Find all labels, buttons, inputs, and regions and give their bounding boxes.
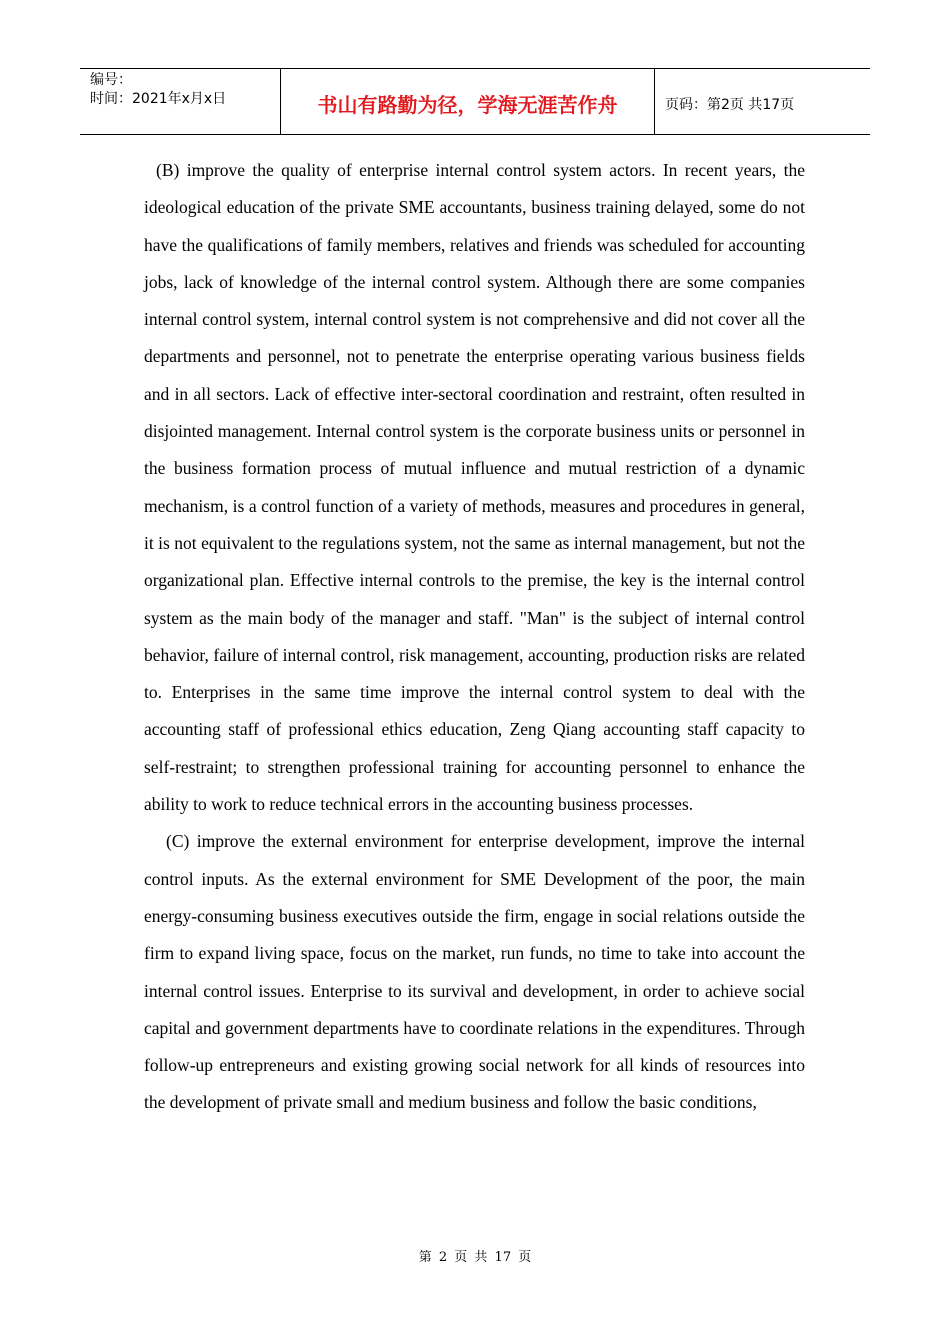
document-number-label: 编号： <box>90 72 132 88</box>
header-motto: 书山有路勤为径，学海无涯苦作舟 <box>281 69 655 134</box>
document-body <box>144 152 805 1122</box>
header-page-info: 页码：第2页 共17页 <box>665 96 795 113</box>
paragraph-c: (C) improve the external environment for enterprise development, improve the internal control inputs. As the external environment for SME Development of the poor, the main energy-consuming business executives outside the firm, engage in social relations outside the firm to expand living space, focus on the market, run funds, no time to take into account the internal control issues. Enterprise to its survival and development, in order to achieve social capital and government departments have to coordinate relations in the expenditures. Through follow-up entrepreneurs and existing growing social network for all kinds of resources into the development of private small and medium business and follow the basic conditions, <box>144 831 805 1113</box>
header-meta <box>80 69 281 134</box>
page-footer: 第 2 页 共 17 页 <box>418 1250 532 1265</box>
page-header <box>80 68 870 135</box>
paragraph-b: (B) improve the quality of enterprise internal control system actors. In recent years, the ideological education of the private SME accountants, business training delayed, some do not have the qualifications of family members, relatives and friends was scheduled for accounting jobs, lack of knowledge of the internal control system. Although there are some companies internal control system, internal control system is not comprehensive and did not cover all the departments and personnel, not to penetrate the enterprise operating various business fields and in all sectors. Lack of effective inter-sectoral coordination and restraint, often resulted in disjointed management. Internal control system is the corporate business units or personnel in the business formation process of mutual influence and mutual restriction of a dynamic mechanism, is a control function of a variety of methods, measures and procedures in general, it is not equivalent to the regulations system, not the same as internal management, but not the organizational plan. Effective internal controls to the premise, the key is the internal control system as the main body of the manager and staff. "Man" is the subject of internal control behavior, failure of internal control, risk management, accounting, production risks are related to. Enterprises in the same time improve the internal control system to deal with the accounting staff of professional ethics education, Zeng Qiang accounting staff capacity to self-restraint; to strengthen professional training for accounting personnel to enhance the ability to work to reduce technical errors in the accounting business processes. <box>144 160 805 815</box>
document-date-label: 时间：2021年x月x日 <box>90 91 227 107</box>
